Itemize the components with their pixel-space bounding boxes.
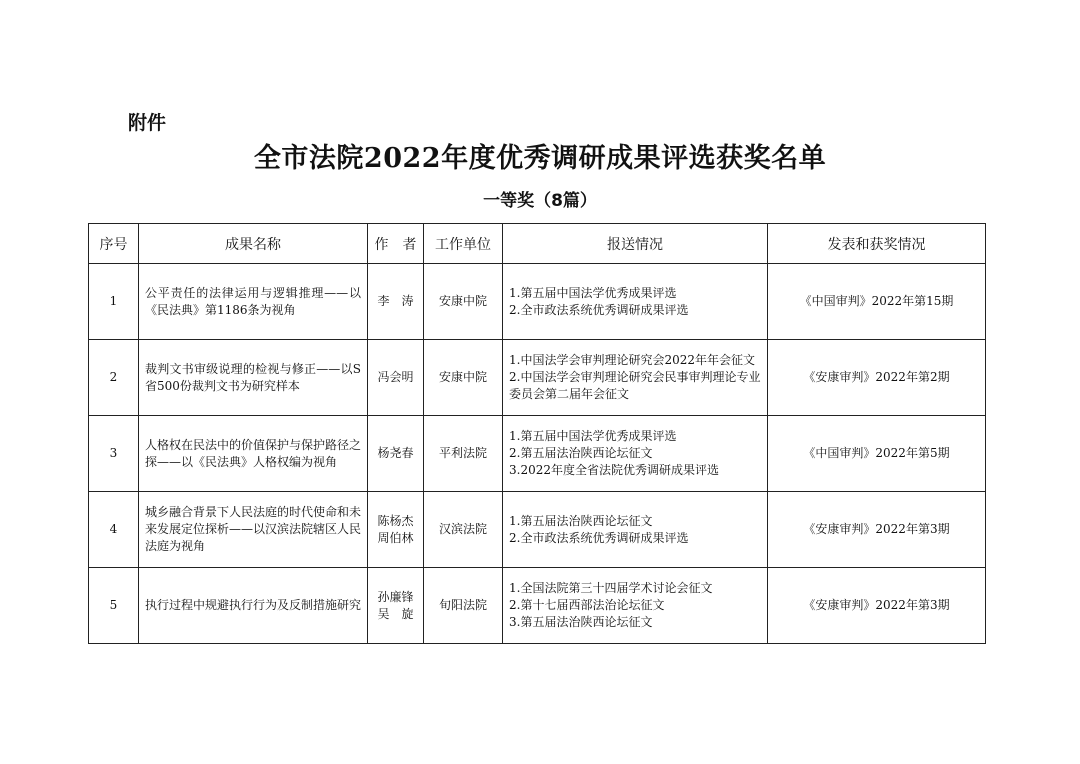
row-authors [368,264,424,340]
header-submission: 报送情况 [503,224,768,264]
header-unit: 工作单位 [424,224,503,264]
row-publication: 《中国审判》2022年第15期 [768,264,986,340]
row-unit: 平利法院 [424,416,503,492]
submission-item: 1.第五届法治陕西论坛征文 [509,513,653,528]
row-title: 裁判文书审级说理的检视与修正——以S省500份裁判文书为研究样本 [139,340,368,416]
row-publication: 《安康审判》2022年第3期 [768,492,986,568]
submission-item: 2.全市政法系统优秀调研成果评选 [509,302,689,317]
header-no: 序号 [89,224,139,264]
author-name: 孙廉锋 [377,589,414,604]
author-name: 吴 旋 [377,606,414,621]
submission-item: 1.全国法院第三十四届学术讨论会征文 [509,581,713,595]
row-unit: 汉滨法院 [424,492,503,568]
author-name: 陈杨杰 [377,513,414,528]
row-submissions [503,416,768,492]
table-row [89,416,986,492]
row-submissions [503,340,768,416]
row-title: 人格权在民法中的价值保护与保护路径之探——以《民法典》人格权编为视角 [139,416,368,492]
section-heading: 一等奖（8篇） [483,191,597,211]
row-submissions [503,492,768,568]
header-title: 成果名称 [139,224,368,264]
row-unit: 旬阳法院 [424,568,503,644]
submission-item: 3.第五届法治陕西论坛征文 [509,615,653,629]
row-authors [368,340,424,416]
submission-item: 3.2022年度全省法院优秀调研成果评选 [509,463,719,477]
row-authors [368,492,424,568]
row-title: 公平责任的法律运用与逻辑推理——以《民法典》第1186条为视角 [139,264,368,340]
row-unit: 安康中院 [424,264,503,340]
row-authors [368,568,424,644]
row-title: 城乡融合背景下人民法庭的时代使命和未来发展定位探析——以汉滨法院辖区人民法庭为视角 [139,492,368,568]
row-unit: 安康中院 [424,340,503,416]
row-no: 4 [89,492,139,568]
submission-item: 1.中国法学会审判理论研究会2022年年会征文 [509,353,755,367]
row-no: 1 [89,264,139,340]
row-title: 执行过程中规避执行行为及反制措施研究 [139,568,368,644]
row-no: 3 [89,416,139,492]
author-name: 冯会明 [377,370,414,384]
row-publication: 《安康审判》2022年第3期 [768,568,986,644]
submission-item: 2.全市政法系统优秀调研成果评选 [509,530,689,545]
table-row [89,568,986,644]
table-row [89,340,986,416]
author-name: 周伯林 [377,530,414,545]
row-no: 5 [89,568,139,644]
document-title: 全市法院2022年度优秀调研成果评选获奖名单 [253,143,827,174]
table-row [89,492,986,568]
row-publication: 《安康审判》2022年第2期 [768,340,986,416]
row-submissions [503,568,768,644]
author-name: 杨尧春 [377,446,414,460]
attachment-label: 附件 [128,112,167,134]
row-submissions [503,264,768,340]
award-table [88,223,986,644]
table-row [89,264,986,340]
submission-item: 1.第五届中国法学优秀成果评选 [509,285,677,300]
author-name: 李 涛 [377,294,414,308]
row-publication: 《中国审判》2022年第5期 [768,416,986,492]
submission-item: 2.第十七届西部法治论坛征文 [509,598,665,612]
table-header-row [89,224,986,264]
header-publication: 发表和获奖情况 [768,224,986,264]
header-author: 作 者 [368,224,424,264]
submission-item: 2.第五届法治陕西论坛征文 [509,446,653,460]
submission-item: 2.中国法学会审判理论研究会民事审判理论专业委员会第二届年会征文 [509,370,761,401]
row-authors [368,416,424,492]
submission-item: 1.第五届中国法学优秀成果评选 [509,429,677,443]
row-no: 2 [89,340,139,416]
